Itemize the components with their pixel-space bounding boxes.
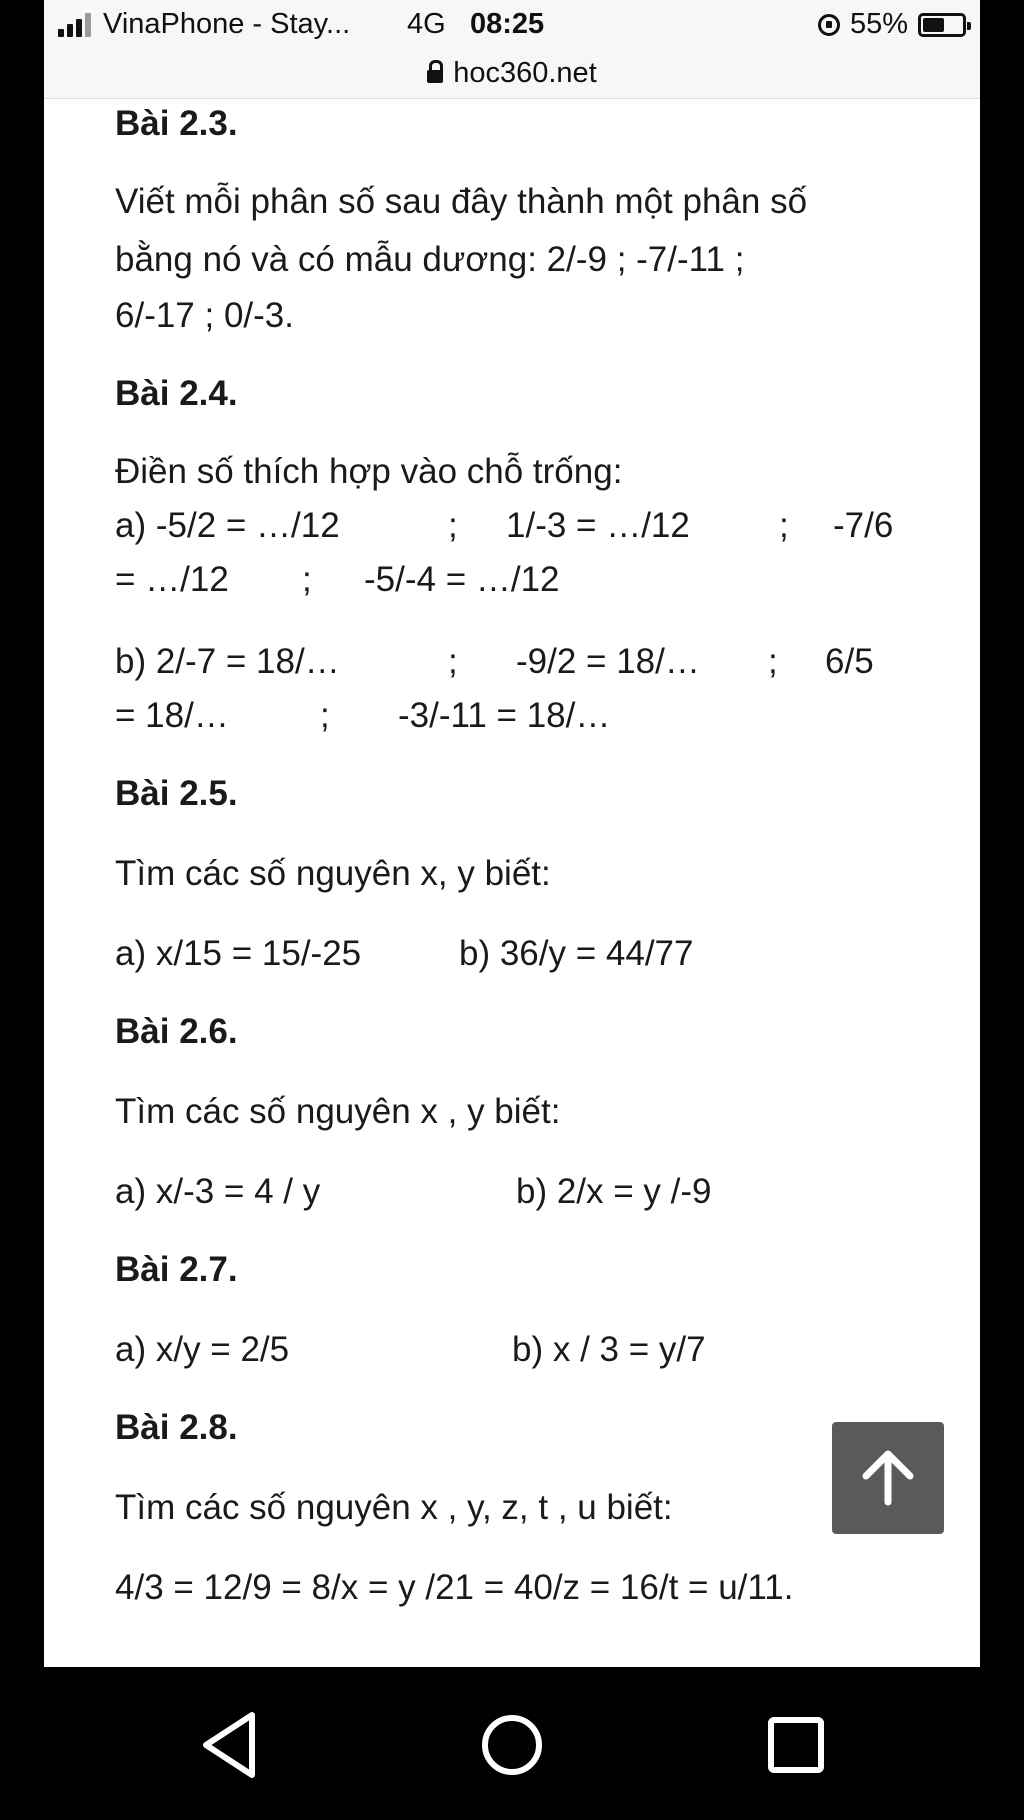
status-right — [818, 8, 966, 41]
carrier-name: VinaPhone - Stay... — [103, 8, 351, 40]
exercise-2-4-b-item-3: 6/5 — [825, 642, 874, 681]
clock: 08:25 — [470, 8, 545, 40]
exercise-2-5-part-b: b) 36/y = 44/77 — [459, 934, 694, 973]
phone-screen — [44, 0, 980, 1667]
exercise-2-8-title: Bài 2.8. — [115, 1408, 238, 1447]
padlock-icon — [427, 70, 443, 83]
url-text: hoc360.net — [453, 56, 597, 89]
exercise-2-7-title: Bài 2.7. — [115, 1250, 238, 1289]
exercise-2-4-b-item-1: b) 2/-7 = 18/… — [115, 642, 340, 681]
rotation-lock-icon — [818, 14, 840, 36]
exercise-2-6-part-a: a) x/-3 = 4 / y — [115, 1172, 321, 1211]
exercise-2-4-a-item-3: -7/6 — [833, 506, 894, 545]
exercise-2-5-intro: Tìm các số nguyên x, y biết: — [115, 854, 551, 893]
exercise-2-3-line-2: bằng nó và có mẫu dương: 2/-9 ; -7/-11 ; — [115, 240, 745, 279]
network-type: 4G — [407, 8, 446, 40]
exercise-2-4-b-item-4: -3/-11 = 18/… — [398, 696, 611, 735]
exercise-2-4-b-separator: ; — [448, 642, 458, 681]
exercise-2-4-a-item-2: 1/-3 = …/12 — [506, 506, 690, 545]
exercise-2-4-a-separator: ; — [302, 560, 312, 599]
exercise-2-8-intro: Tìm các số nguyên x , y, z, t , u biết: — [115, 1488, 673, 1527]
status-bar — [44, 0, 980, 48]
exercise-2-4-a-separator: ; — [779, 506, 789, 545]
exercise-2-4-b-item-2: -9/2 = 18/… — [516, 642, 700, 681]
exercise-2-6-part-b: b) 2/x = y /-9 — [516, 1172, 712, 1211]
back-button[interactable] — [192, 1705, 272, 1785]
exercise-2-4-a-item-3-cont: = …/12 — [115, 560, 229, 599]
exercise-2-4-a-separator: ; — [448, 506, 458, 545]
recent-apps-button[interactable] — [756, 1705, 836, 1785]
exercise-2-6-title: Bài 2.6. — [115, 1012, 238, 1051]
status-left — [58, 8, 350, 41]
square-recent-icon — [756, 1705, 836, 1785]
exercise-2-5-part-a: a) x/15 = 15/-25 — [115, 934, 362, 973]
triangle-back-icon — [192, 1705, 272, 1785]
exercise-2-7-part-b: b) x / 3 = y/7 — [512, 1330, 706, 1369]
exercise-2-3-line-1: Viết mỗi phân số sau đây thành một phân số — [115, 182, 808, 221]
battery-fill — [923, 18, 944, 32]
signal-icon — [58, 13, 91, 37]
battery-icon — [918, 13, 966, 37]
exercise-2-4-a-item-4: -5/-4 = …/12 — [364, 560, 560, 599]
android-nav-bar — [0, 1667, 1024, 1820]
exercise-2-4-title: Bài 2.4. — [115, 374, 238, 413]
exercise-2-3-line-3: 6/-17 ; 0/-3. — [115, 296, 294, 335]
exercise-2-4-b-item-3-cont: = 18/… — [115, 696, 229, 735]
exercise-2-4-a-item-1: a) -5/2 = …/12 — [115, 506, 340, 545]
battery-percent: 55% — [849, 8, 908, 40]
arrow-up-icon — [858, 1448, 918, 1508]
exercise-2-7-part-a: a) x/y = 2/5 — [115, 1330, 290, 1369]
exercise-2-4-intro: Điền số thích hợp vào chỗ trống: — [115, 452, 623, 491]
address-bar[interactable] — [44, 48, 980, 99]
exercise-2-3-title: Bài 2.3. — [115, 104, 238, 143]
exercise-2-4-b-separator: ; — [768, 642, 778, 681]
exercise-2-6-intro: Tìm các số nguyên x , y biết: — [115, 1092, 561, 1131]
exercise-2-8-equation: 4/3 = 12/9 = 8/x = y /21 = 40/z = 16/t = u/11. — [115, 1568, 794, 1607]
scroll-to-top-button[interactable] — [832, 1422, 944, 1534]
exercise-2-5-title: Bài 2.5. — [115, 774, 238, 813]
exercise-2-4-b-separator: ; — [320, 696, 330, 735]
circle-home-icon — [472, 1705, 552, 1785]
home-button[interactable] — [472, 1705, 552, 1785]
